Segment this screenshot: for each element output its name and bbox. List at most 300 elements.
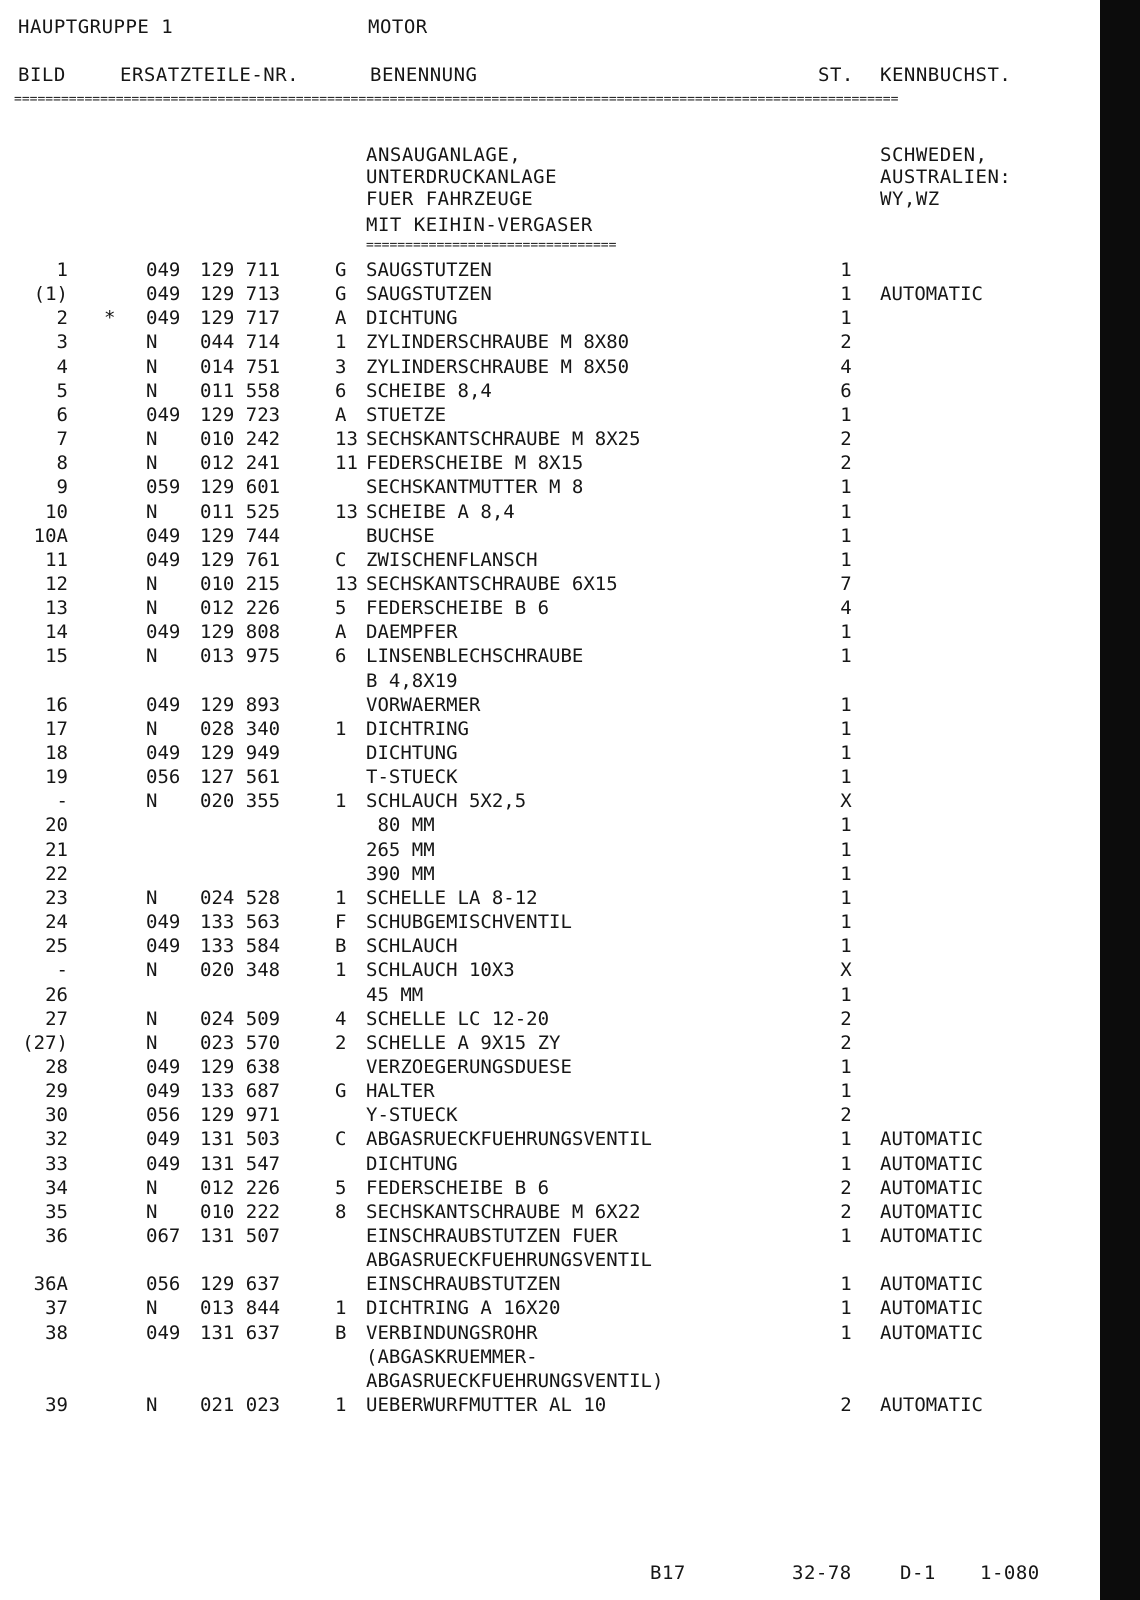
part-prefix: 049	[146, 1152, 181, 1175]
bild-number: 1	[56, 259, 68, 281]
part-index: 13	[335, 500, 358, 523]
part-prefix: N	[146, 1031, 158, 1054]
bild-number: -	[56, 790, 68, 813]
part-index: 1	[335, 959, 347, 982]
table-row	[0, 451, 1100, 475]
part-prefix: N	[146, 645, 158, 668]
part-index: G	[335, 1080, 347, 1103]
table-row	[0, 1224, 1100, 1248]
bild-number: 21	[45, 838, 68, 861]
code-letters: AUTOMATIC	[880, 1297, 983, 1320]
part-index: 6	[335, 379, 347, 402]
bild-number: 8	[56, 452, 68, 475]
part-number: 129 711	[200, 259, 281, 281]
part-name: EINSCHRAUBSTUTZEN FUER	[366, 1225, 618, 1247]
table-row	[0, 1103, 1100, 1127]
part-name: 80 MM	[366, 814, 435, 837]
part-name: SCHELLE LC 12-20	[366, 1007, 550, 1030]
part-name: SECHSKANTSCHRAUBE M 8X25	[366, 428, 641, 451]
part-prefix: N	[146, 331, 158, 354]
section-title-line-2: UNTERDRUCKANLAGE	[366, 166, 558, 188]
bild-number: 30	[45, 1104, 68, 1127]
part-number: 020 355	[200, 790, 281, 813]
part-index: 1	[335, 886, 347, 909]
part-prefix: 049	[146, 259, 181, 281]
part-prefix: 067	[146, 1225, 181, 1247]
bild-number: 29	[45, 1080, 68, 1103]
part-number: 129 723	[200, 403, 281, 426]
part-prefix: N	[146, 597, 158, 620]
part-name: T-STUECK	[366, 766, 458, 789]
part-prefix: 049	[146, 283, 181, 306]
footer-lang: D-1	[900, 1562, 936, 1584]
table-row	[0, 379, 1100, 403]
bild-number: 5	[56, 379, 68, 402]
table-row	[0, 620, 1100, 644]
bild-number: 7	[56, 428, 68, 451]
quantity: 1	[840, 1152, 852, 1175]
quantity: 1	[840, 693, 852, 716]
part-prefix: N	[146, 500, 158, 523]
part-index: 6	[335, 645, 347, 668]
part-name: SECHSKANTSCHRAUBE 6X15	[366, 572, 618, 595]
part-index: C	[335, 1128, 347, 1151]
footer-date: 32-78	[792, 1562, 852, 1584]
part-name: DICHTUNG	[366, 307, 458, 330]
table-row	[0, 1345, 1100, 1369]
part-number: 133 584	[200, 935, 281, 958]
part-prefix: 049	[146, 307, 181, 330]
bild-number: 24	[45, 911, 68, 934]
table-row	[0, 1296, 1100, 1320]
bild-number: 22	[45, 862, 68, 885]
bild-number: 16	[45, 693, 68, 716]
table-row	[0, 1200, 1100, 1224]
bild-number: 4	[56, 355, 68, 378]
code-letters: AUTOMATIC	[880, 1176, 983, 1199]
part-prefix: N	[146, 886, 158, 909]
table-row	[0, 500, 1100, 524]
part-number: 013 975	[200, 645, 281, 668]
part-name: DAEMPFER	[366, 621, 458, 644]
part-prefix: N	[146, 959, 158, 982]
part-prefix: 049	[146, 548, 181, 571]
bild-number: 12	[45, 572, 68, 595]
section-title-line-4: MIT KEIHIN-VERGASER	[366, 214, 593, 236]
part-index: A	[335, 307, 347, 330]
quantity: 7	[840, 572, 852, 595]
table-row	[0, 717, 1100, 741]
country-line-1: SCHWEDEN,	[880, 144, 988, 166]
part-index: 3	[335, 355, 347, 378]
section-underline: ================================	[366, 240, 617, 252]
hauptgruppe-label: HAUPTGRUPPE 1	[18, 16, 174, 38]
table-row	[0, 596, 1100, 620]
part-prefix: N	[146, 717, 158, 740]
table-row	[0, 934, 1100, 958]
bild-number: 34	[45, 1176, 68, 1199]
bild-number: 25	[45, 935, 68, 958]
part-name: UEBERWURFMUTTER AL 10	[366, 1394, 607, 1417]
bild-number: 32	[45, 1128, 68, 1151]
part-number: 013 844	[200, 1297, 281, 1320]
column-header-bild: BILD	[18, 64, 66, 86]
table-row	[0, 1055, 1100, 1079]
part-index: A	[335, 621, 347, 644]
part-prefix: 059	[146, 476, 181, 499]
part-name: ABGASRUECKFUEHRUNGSVENTIL	[366, 1249, 652, 1272]
country-line-2: AUSTRALIEN:	[880, 166, 1012, 188]
part-number: 129 717	[200, 307, 281, 330]
part-prefix: N	[146, 428, 158, 451]
part-number: 011 525	[200, 500, 281, 523]
table-row	[0, 838, 1100, 862]
part-number: 024 528	[200, 886, 281, 909]
table-row	[0, 693, 1100, 717]
footer-page: B17	[650, 1562, 686, 1584]
table-row	[0, 765, 1100, 789]
part-name: SCHLAUCH	[366, 935, 458, 958]
quantity: 1	[840, 548, 852, 571]
part-number: 044 714	[200, 331, 281, 354]
part-name: (ABGASKRUEMMER-	[366, 1345, 538, 1368]
part-index: 11	[335, 452, 358, 475]
column-header-part-no: ERSATZTEILE-NR.	[120, 64, 300, 86]
quantity: 1	[840, 1080, 852, 1103]
part-name: ZYLINDERSCHRAUBE M 8X50	[366, 355, 630, 378]
bild-number: 9	[56, 476, 68, 499]
part-prefix: N	[146, 790, 158, 813]
quantity: X	[840, 959, 852, 982]
header-rule: =================================================================================================================	[14, 94, 899, 106]
group-name: MOTOR	[368, 16, 428, 38]
quantity: 1	[840, 1273, 852, 1296]
part-number: 129 761	[200, 548, 281, 571]
table-row	[0, 524, 1100, 548]
bild-number: 18	[45, 742, 68, 764]
part-name: DICHTUNG	[366, 1152, 458, 1175]
part-index: G	[335, 283, 347, 306]
table-row	[0, 1031, 1100, 1055]
table-row	[0, 1127, 1100, 1151]
table-row	[0, 1079, 1100, 1103]
part-number: 127 561	[200, 766, 281, 789]
part-name: SCHEIBE A 8,4	[366, 500, 515, 523]
table-row	[0, 1248, 1100, 1272]
part-prefix: N	[146, 572, 158, 595]
quantity: 2	[840, 1394, 852, 1417]
bild-number: 37	[45, 1297, 68, 1320]
scan-edge-bar	[1100, 0, 1140, 1600]
part-name: FEDERSCHEIBE B 6	[366, 597, 550, 620]
table-row	[0, 572, 1100, 596]
table-row	[0, 1393, 1100, 1417]
bild-number: 23	[45, 886, 68, 909]
country-line-3: WY,WZ	[880, 188, 940, 210]
part-name: DICHTRING	[366, 717, 469, 740]
part-name: DICHTUNG	[366, 742, 458, 764]
part-prefix: N	[146, 452, 158, 475]
table-row	[0, 741, 1100, 765]
part-number: 012 241	[200, 452, 281, 475]
part-number: 129 971	[200, 1104, 281, 1127]
code-letters: AUTOMATIC	[880, 283, 983, 306]
part-name: ABGASRUECKFUEHRUNGSVENTIL	[366, 1128, 652, 1151]
part-number: 129 949	[200, 742, 281, 764]
part-prefix: 049	[146, 693, 181, 716]
quantity: 1	[840, 983, 852, 1006]
part-name: SECHSKANTMUTTER M 8	[366, 476, 584, 499]
part-name: DICHTRING A 16X20	[366, 1297, 561, 1320]
table-row	[0, 983, 1100, 1007]
part-index: A	[335, 403, 347, 426]
section-title-line-1: ANSAUGANLAGE,	[366, 144, 522, 166]
part-number: 131 503	[200, 1128, 281, 1151]
part-name: SAUGSTUTZEN	[366, 283, 492, 306]
column-header-qty: ST.	[818, 64, 854, 86]
part-index: 1	[335, 331, 347, 354]
quantity: 1	[840, 766, 852, 789]
quantity: 4	[840, 355, 852, 378]
part-name: SCHEIBE 8,4	[366, 379, 492, 402]
bild-number: 26	[45, 983, 68, 1006]
part-name: FEDERSCHEIBE M 8X15	[366, 452, 584, 475]
bild-number: 19	[45, 766, 68, 789]
part-prefix: 056	[146, 766, 181, 789]
bild-number: 10	[45, 500, 68, 523]
quantity: 1	[840, 500, 852, 523]
part-number: 133 687	[200, 1080, 281, 1103]
code-letters: AUTOMATIC	[880, 1321, 983, 1344]
part-number: 023 570	[200, 1031, 281, 1054]
part-number: 131 507	[200, 1225, 281, 1247]
part-number: 129 808	[200, 621, 281, 644]
part-number: 014 751	[200, 355, 281, 378]
part-index: G	[335, 259, 347, 281]
quantity: 1	[840, 935, 852, 958]
part-name: VERBINDUNGSROHR	[366, 1321, 538, 1344]
quantity: 1	[840, 911, 852, 934]
quantity: 1	[840, 645, 852, 668]
quantity: 1	[840, 1225, 852, 1247]
table-row	[0, 1321, 1100, 1345]
table-row	[0, 669, 1100, 693]
table-row	[0, 548, 1100, 572]
quantity: 2	[840, 1176, 852, 1199]
part-prefix: 056	[146, 1104, 181, 1127]
part-index: B	[335, 935, 347, 958]
table-row	[0, 958, 1100, 982]
part-prefix: N	[146, 355, 158, 378]
bild-number: 17	[45, 717, 68, 740]
part-index: 5	[335, 597, 347, 620]
part-number: 011 558	[200, 379, 281, 402]
table-row	[0, 258, 1100, 282]
quantity: 2	[840, 1031, 852, 1054]
part-number: 131 547	[200, 1152, 281, 1175]
part-prefix: 049	[146, 524, 181, 547]
part-prefix: N	[146, 1007, 158, 1030]
code-letters: AUTOMATIC	[880, 1128, 983, 1151]
part-name: ABGASRUECKFUEHRUNGSVENTIL)	[366, 1369, 664, 1392]
quantity: 1	[840, 814, 852, 837]
part-number: 024 509	[200, 1007, 281, 1030]
bild-number: (1)	[33, 283, 68, 306]
part-index: 13	[335, 572, 358, 595]
part-prefix: 049	[146, 403, 181, 426]
section-title-line-3: FUER FAHRZEUGE	[366, 188, 534, 210]
part-name: B 4,8X19	[366, 669, 458, 692]
table-row	[0, 644, 1100, 668]
table-row	[0, 910, 1100, 934]
part-index: C	[335, 548, 347, 571]
bild-number: 10A	[33, 524, 68, 547]
table-row	[0, 427, 1100, 451]
quantity: 2	[840, 1200, 852, 1223]
part-index: 1	[335, 1394, 347, 1417]
quantity: 1	[840, 283, 852, 306]
part-number: 020 348	[200, 959, 281, 982]
part-index: 1	[335, 1297, 347, 1320]
bild-number: 35	[45, 1200, 68, 1223]
part-prefix: N	[146, 1394, 158, 1417]
part-index: 8	[335, 1200, 347, 1223]
bild-number: 28	[45, 1055, 68, 1078]
table-row	[0, 813, 1100, 837]
part-name: BUCHSE	[366, 524, 435, 547]
part-index: 1	[335, 717, 347, 740]
table-row	[0, 1007, 1100, 1031]
quantity: 4	[840, 597, 852, 620]
part-name: SCHELLE A 9X15 ZY	[366, 1031, 561, 1054]
part-name: STUETZE	[366, 403, 447, 426]
part-name: SCHELLE LA 8-12	[366, 886, 538, 909]
part-number: 010 215	[200, 572, 281, 595]
quantity: 2	[840, 452, 852, 475]
quantity: 1	[840, 1321, 852, 1344]
table-row	[0, 403, 1100, 427]
quantity: 1	[840, 1297, 852, 1320]
bild-number: (27)	[22, 1031, 68, 1054]
code-letters: AUTOMATIC	[880, 1225, 983, 1247]
part-name: SCHUBGEMISCHVENTIL	[366, 911, 572, 934]
part-prefix: N	[146, 379, 158, 402]
code-letters: AUTOMATIC	[880, 1200, 983, 1223]
part-prefix: 049	[146, 1080, 181, 1103]
part-prefix: 056	[146, 1273, 181, 1296]
part-prefix: 049	[146, 1321, 181, 1344]
bild-number: 33	[45, 1152, 68, 1175]
part-index: B	[335, 1321, 347, 1344]
part-name: SCHLAUCH 10X3	[366, 959, 515, 982]
quantity: 2	[840, 331, 852, 354]
part-number: 129 893	[200, 693, 281, 716]
quantity: 6	[840, 379, 852, 402]
table-row	[0, 862, 1100, 886]
quantity: 1	[840, 403, 852, 426]
part-index: F	[335, 911, 347, 934]
quantity: 1	[840, 476, 852, 499]
table-row	[0, 1369, 1100, 1393]
table-row	[0, 282, 1100, 306]
marker: *	[104, 307, 116, 330]
part-name: ZYLINDERSCHRAUBE M 8X80	[366, 331, 630, 354]
table-row	[0, 1272, 1100, 1296]
table-row	[0, 355, 1100, 379]
part-name: 265 MM	[366, 838, 435, 861]
column-header-code: KENNBUCHST.	[880, 64, 1012, 86]
part-name: ZWISCHENFLANSCH	[366, 548, 538, 571]
bild-number: 13	[45, 597, 68, 620]
quantity: X	[840, 790, 852, 813]
quantity: 1	[840, 862, 852, 885]
part-prefix: 049	[146, 1128, 181, 1151]
quantity: 1	[840, 621, 852, 644]
bild-number: 14	[45, 621, 68, 644]
part-number: 012 226	[200, 1176, 281, 1199]
part-index: 1	[335, 790, 347, 813]
part-prefix: N	[146, 1176, 158, 1199]
part-number: 129 744	[200, 524, 281, 547]
quantity: 1	[840, 742, 852, 764]
part-number: 129 601	[200, 476, 281, 499]
quantity: 1	[840, 307, 852, 330]
part-index: 5	[335, 1176, 347, 1199]
bild-number: 6	[56, 403, 68, 426]
part-name: SCHLAUCH 5X2,5	[366, 790, 527, 813]
bild-number: 2	[56, 307, 68, 330]
part-prefix: 049	[146, 911, 181, 934]
table-row	[0, 306, 1100, 330]
part-name: LINSENBLECHSCHRAUBE	[366, 645, 584, 668]
table-row	[0, 1176, 1100, 1200]
part-number: 129 713	[200, 283, 281, 306]
bild-number: 36A	[33, 1273, 68, 1296]
footer-ref: 1-080	[980, 1562, 1040, 1584]
quantity: 2	[840, 428, 852, 451]
quantity: 1	[840, 1128, 852, 1151]
part-name: Y-STUECK	[366, 1104, 458, 1127]
part-number: 010 242	[200, 428, 281, 451]
part-name: VORWAERMER	[366, 693, 481, 716]
part-name: 390 MM	[366, 862, 435, 885]
table-row	[0, 1152, 1100, 1176]
part-number: 129 637	[200, 1273, 281, 1296]
quantity: 1	[840, 838, 852, 861]
quantity: 1	[840, 717, 852, 740]
bild-number: 3	[56, 331, 68, 354]
part-prefix: N	[146, 1297, 158, 1320]
part-name: FEDERSCHEIBE B 6	[366, 1176, 550, 1199]
part-number: 010 222	[200, 1200, 281, 1223]
table-row	[0, 475, 1100, 499]
part-prefix: 049	[146, 1055, 181, 1078]
part-number: 028 340	[200, 717, 281, 740]
quantity: 2	[840, 1104, 852, 1127]
part-number: 131 637	[200, 1321, 281, 1344]
bild-number: 39	[45, 1394, 68, 1417]
table-row	[0, 886, 1100, 910]
bild-number: 36	[45, 1225, 68, 1247]
code-letters: AUTOMATIC	[880, 1152, 983, 1175]
bild-number: 11	[45, 548, 68, 571]
part-prefix: 049	[146, 621, 181, 644]
bild-number: -	[56, 959, 68, 982]
code-letters: AUTOMATIC	[880, 1394, 983, 1417]
bild-number: 20	[45, 814, 68, 837]
part-prefix: 049	[146, 935, 181, 958]
part-name: SAUGSTUTZEN	[366, 259, 492, 281]
